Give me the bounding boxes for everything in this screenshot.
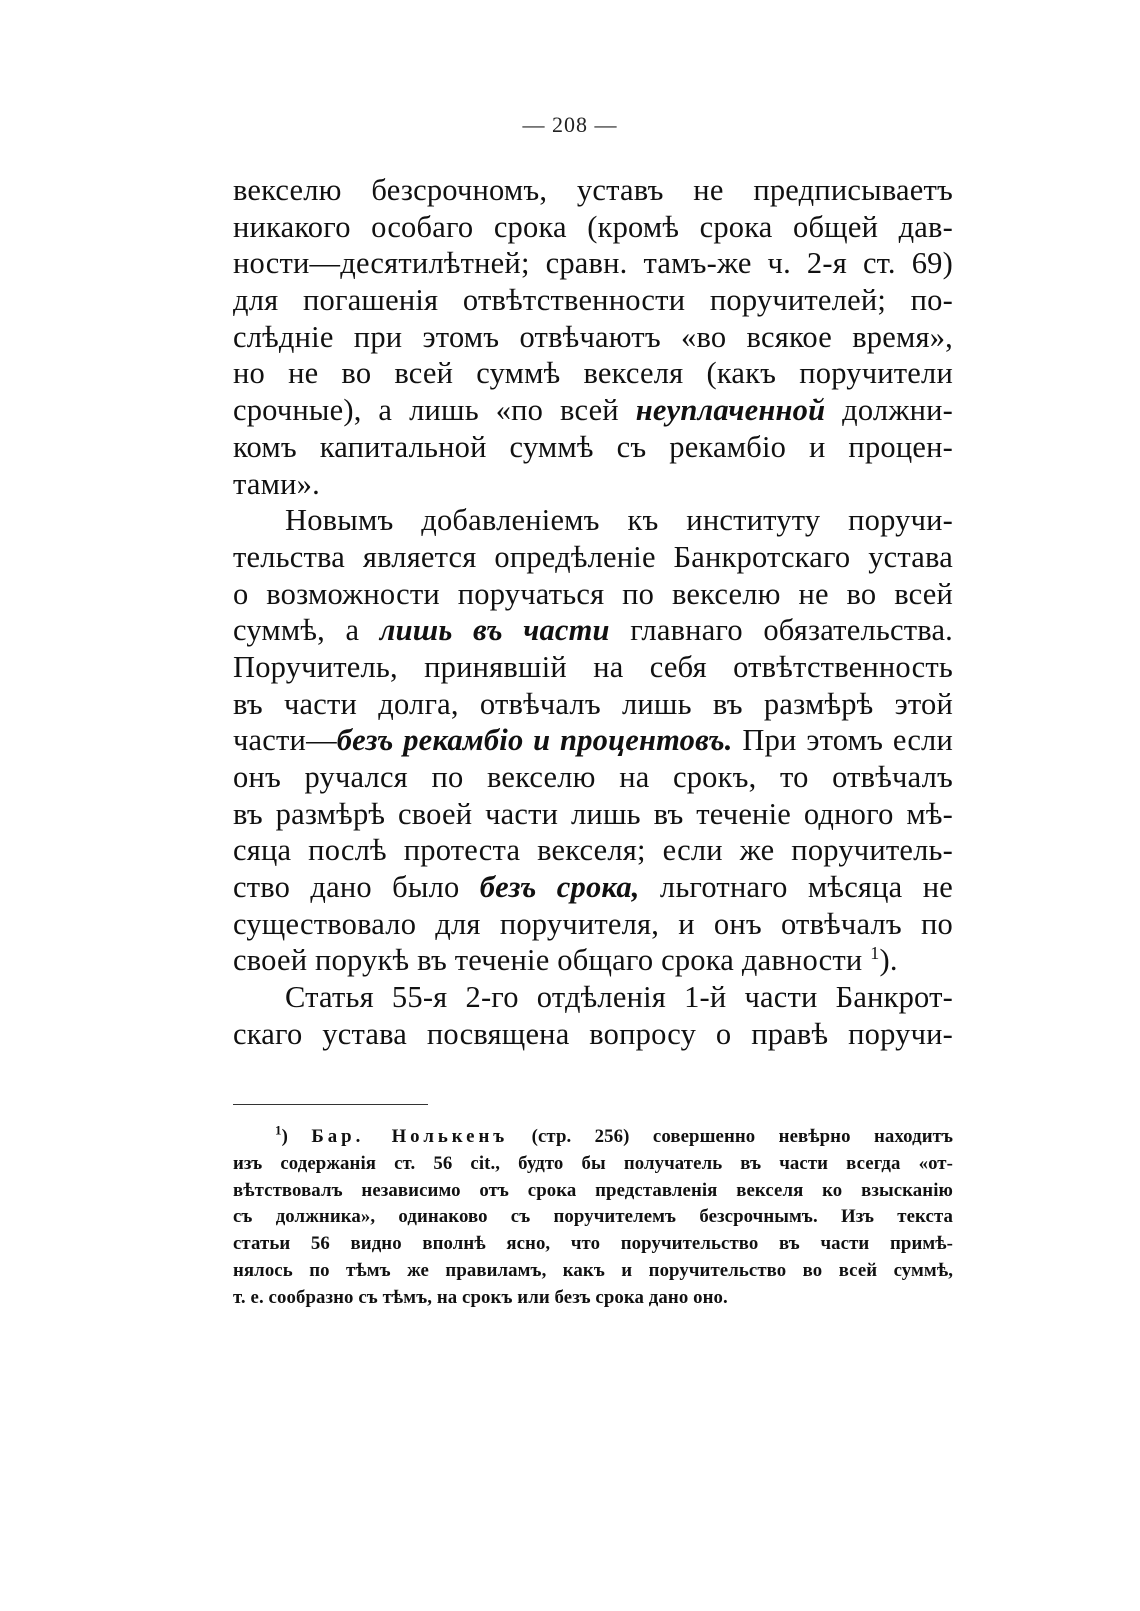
text-line: Поручитель, принявшій на себя отвѣтственность [233,649,953,684]
footnote-line [233,1124,953,1151]
footnote-divider [233,1104,428,1105]
text-line: въ размѣрѣ своей части лишь въ теченіе одного мѣ- [233,796,953,831]
text-line: слѣдніе при этомъ отвѣчаютъ «во всякое время», [233,319,953,354]
text-line: векселю безсрочномъ, уставъ не предписываетъ [233,173,953,207]
text-line: ности—десятилѣтней; сравн. тамъ-же ч. 2-я ст. 69) [233,246,953,281]
text-run: главнаго обязательства. [609,613,954,648]
footnote-marker: 1 [275,1122,282,1138]
text-line [233,612,953,649]
footnote-line: т. е. сообразно съ тѣмъ, на срокъ или безъ срока дано оно. [233,1286,728,1308]
text-line: существовало для поручителя, и онъ отвѣчалъ по [233,906,953,941]
text-line: сяца послѣ протеста векселя; если же поручитель- [233,833,953,868]
footnote-line: статьи 56 видно вполнѣ ясно, что поручительство въ части примѣ- [233,1233,953,1255]
text-line: Новымъ добавленіемъ къ институту поручи- [285,503,953,538]
text-run: срочные), а лишь «по всей [233,393,636,428]
text-line: для погашенія отвѣтственности поручителей; по- [233,283,953,318]
text-line: тами». [233,466,320,501]
text-run: льготнаго мѣсяца не [639,870,953,905]
text-line: комъ капитальной суммѣ съ рекамбіо и процен- [233,429,953,464]
text-line [233,869,953,906]
text-run: суммѣ, а [233,613,380,648]
emphasized-text: безъ срока, [479,870,640,905]
text-run: части— [233,723,337,758]
footnote-line: изъ содержанія ст. 56 cit., будто бы получатель въ части всегда «от- [233,1152,953,1174]
text-line: тельства является опредѣленіе Банкротскаго устава [233,539,953,574]
text-line [233,722,953,759]
footnote-line: нялось по тѣмъ же правиламъ, какъ и поручительство во всей суммѣ, [233,1259,953,1281]
main-text [233,172,953,1053]
text-line [233,392,953,429]
footnote-reference[interactable]: 1 [870,943,880,964]
text-line: въ части долга, отвѣчалъ лишь въ размѣрѣ этой [233,686,953,721]
page-number: — 208 — [522,112,618,137]
footnote [233,1124,953,1312]
text-line: скаго устава посвящена вопросу о правѣ поручи- [233,1016,953,1051]
text-run: ство дано было [233,870,480,905]
text-run: (стр. 256) совершенно невѣрно находитъ [508,1126,953,1147]
emphasized-text: лишь въ части [379,613,610,648]
emphasized-text: безъ рекамбіо и процентовъ. [336,723,733,758]
text-line: никакого особаго срока (кромѣ срока общей дав- [233,209,953,244]
text-run: ). [879,943,898,978]
footnote-line: съ должника», одинаково съ поручителемъ безсрочнымъ. Изъ текста [233,1206,953,1228]
text-run: должни- [825,393,953,428]
text-run: своей порукѣ въ теченіе общаго срока давности [233,943,871,978]
text-run: При этомъ если [732,723,953,758]
cited-author: Бар. Нолькенъ [311,1126,509,1147]
emphasized-text: неуплаченной [635,393,826,428]
footnote-marker-paren: ) [281,1126,288,1147]
text-line [233,942,953,979]
text-line: онъ ручался по векселю на срокъ, то отвѣчалъ [233,760,953,794]
text-line: Статья 55-я 2-го отдѣленія 1-й части Банкрот- [285,980,953,1015]
text-line: но не во всей суммѣ векселя (какъ поручители [233,356,953,391]
footnote-line: вѣтствовалъ независимо отъ срока представленія векселя ко взысканію [233,1179,953,1201]
text-line: о возможности поручаться по векселю не во всей [233,576,953,611]
